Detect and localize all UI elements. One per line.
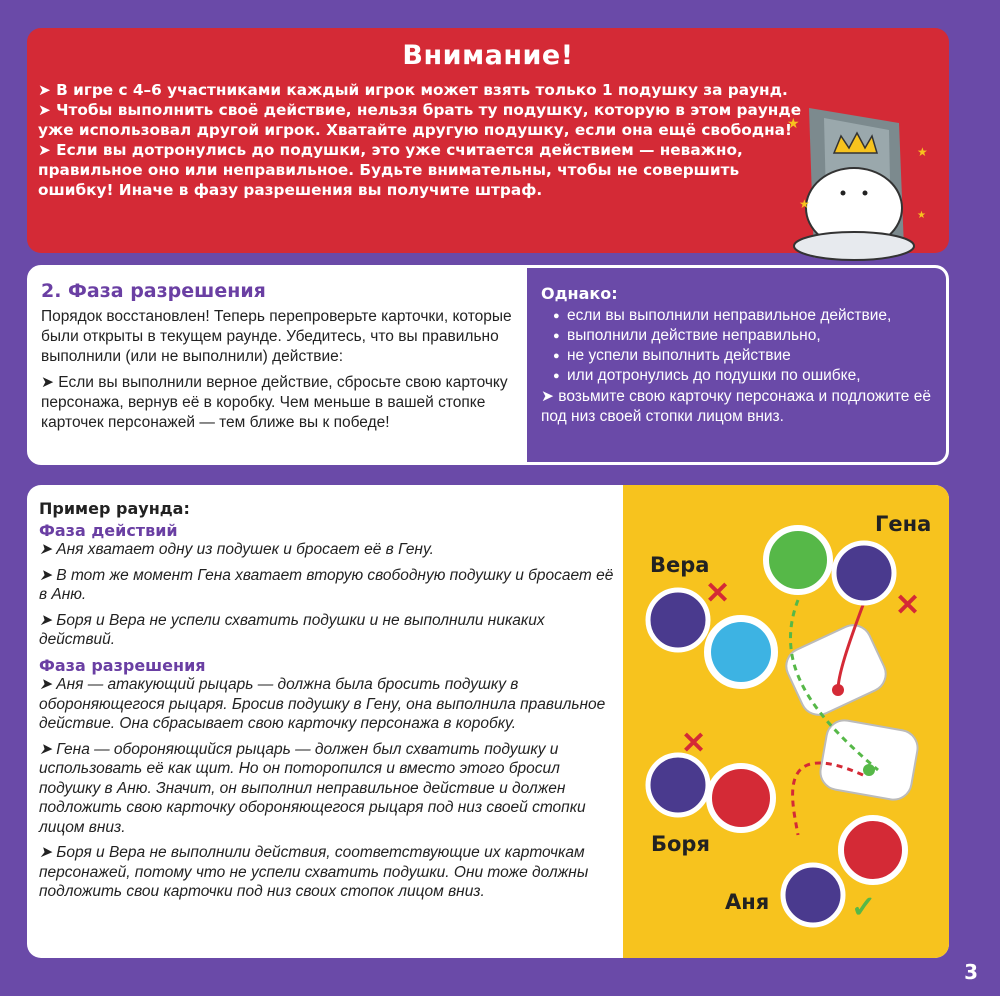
player-name-gena: Гена [875, 512, 932, 536]
svg-text:★: ★ [787, 115, 800, 131]
however-item: ● не успели выполнить действие [553, 346, 934, 366]
warning-title: Внимание! [402, 40, 574, 71]
example-step: ➤ Боря и Вера не выполнили действия, соответствующие их карточкам персонажей, потому что не успели схватить подушки. Они тоже должны подложить свои карточки под низ своих стопок лицом вниз. [39, 844, 589, 900]
action-phase-title: Фаза действий [39, 520, 178, 540]
cross-icon: ✕ [705, 577, 731, 610]
king-illustration [779, 98, 939, 273]
warning-line-1: ➤ В игре с 4–6 участниками каждый игрок может взять только 1 подушку за раунд. [38, 81, 788, 99]
player-name-anya: Аня [725, 890, 770, 914]
check-icon: ✓ [851, 891, 877, 924]
phase-intro: Порядок восстановлен! Теперь перепроверьте карточки, которые были открыты в текущем раунде. Убедитесь, что вы правильно выполнили (или не выполнили) действие: [41, 308, 512, 365]
phase-correct: ➤ Если вы выполнили верное действие, сбросьте свою карточку персонажа, вернув её в коробку. Чем меньше в вашей стопке карточек персонажей — тем ближе вы к победе! [41, 374, 508, 431]
example-step: ➤ Аня хватает одну из подушек и бросает её в Гену. [39, 541, 434, 558]
example-step: ➤ Аня — атакующий рыцарь — должна была бросить подушку в обороняющегося рыцаря. Бросив подушку в Гену, она выполнила правильное действие. Она сбрасывает свою карточку персонажа в коробку. [39, 676, 606, 732]
phase-title: 2. Фаза разрешения [41, 280, 266, 302]
player-name-borya: Боря [651, 832, 710, 856]
phase-description [30, 268, 527, 462]
svg-text:★: ★ [917, 145, 928, 159]
example-step: ➤ В тот же момент Гена хватает вторую свободную подушку и бросает её в Аню. [39, 566, 614, 603]
resolution-phase-subtitle: Фаза разрешения [39, 655, 206, 675]
however-item: ● или дотронулись до подушки по ошибке, [553, 366, 934, 386]
warning-line-3: ➤ Если вы дотронулись до подушки, это уже считается действием — неважно, правильное оно или неправильное. Будьте внимательны, чтобы не совершить ошибку! Иначе в фазу разрешения вы получите штраф. [38, 141, 743, 199]
player-name-vera: Вера [650, 553, 710, 577]
however-box [527, 268, 946, 462]
cross-icon: ✕ [895, 589, 921, 622]
however-item: ● выполнили действие неправильно, [553, 326, 934, 346]
example-illustration [623, 485, 949, 958]
however-result: ➤ возьмите свою карточку персонажа и подложите её под низ своей стопки лицом вниз. [541, 388, 931, 425]
warning-lines [38, 80, 818, 200]
example-step: ➤ Боря и Вера не успели схватить подушки и не выполнили никаких действий. [39, 611, 545, 648]
example-panel [27, 485, 949, 958]
however-list [541, 306, 934, 386]
warning-panel [27, 28, 949, 253]
example-title: Пример раунда: [39, 499, 190, 518]
however-item: ● если вы выполнили неправильное действие, [553, 306, 934, 326]
svg-text:★: ★ [799, 197, 810, 211]
svg-text:★: ★ [917, 210, 926, 221]
warning-line-2: ➤ Чтобы выполнить своё действие, нельзя брать ту подушку, которую в этом раунде уже использовал другой игрок. Хватайте другую подушку, если она ещё свободна! [38, 101, 802, 139]
cross-icon: ✕ [681, 727, 707, 760]
page-number: 3 [964, 960, 978, 984]
however-title: Однако: [541, 284, 618, 303]
example-text [39, 499, 619, 908]
example-step: ➤ Гена — обороняющийся рыцарь — должен был схватить подушку и использовать её как щит. Но он поторопился и вместо этого бросил подушку в Аню. Значит, он выполнил неправильное действие и должен подложить свою карточку обороняющегося рыцаря под низ своей стопки лицом вниз. [39, 740, 586, 836]
pillow-icon [780, 619, 920, 802]
resolution-phase-panel [27, 265, 949, 465]
